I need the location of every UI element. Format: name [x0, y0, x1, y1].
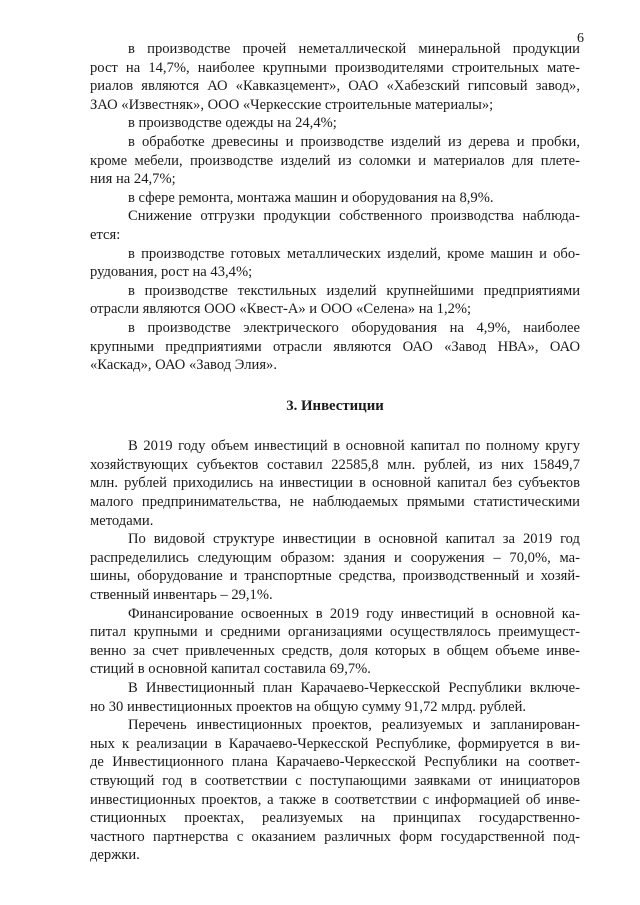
- text-line: «Каскад», ОАО «Завод Элия».: [90, 357, 277, 374]
- paragraph-repair: [90, 189, 580, 208]
- text-line: В 2019 году объем инвестиций в основной капитал по полному кругу: [128, 438, 580, 455]
- text-line: хозяйствующих субъектов составил 22585,8 млн. рублей, из них 15849,7: [90, 456, 580, 473]
- text-line: венно за счет привлеченных средств, доля которых в общем объеме инве-: [90, 642, 580, 659]
- text-line: Снижение отгрузки продукции собственного производства наблюда-: [128, 208, 580, 225]
- text-line: стиционных проектах, реализуемых на принципах государственно-: [90, 810, 580, 827]
- paragraph-metal: [90, 245, 580, 282]
- text-line: ных к реализации в Карачаево-Черкесской Республике, формируется в ви-: [90, 735, 580, 752]
- text-line: малого предпринимательства, не наблюдаемых прямыми статистическими: [90, 494, 580, 511]
- paragraph-wood: [90, 133, 580, 189]
- text-line: кроме мебели, производстве изделий из соломки и материалов для плете-: [90, 152, 580, 169]
- text-line: крупными предприятиями отрасли являются ОАО «Завод НВА», ОАО: [90, 338, 580, 355]
- paragraph-financing: [90, 605, 580, 679]
- text-line: рудования, рост на 43,4%;: [90, 264, 253, 281]
- text-line: Перечень инвестиционных проектов, реализуемых и запланирован-: [128, 717, 580, 734]
- body-text: [90, 40, 580, 865]
- text-line: частного партнерства с оказанием различных форм государственной под-: [90, 828, 580, 845]
- text-line: Финансирование освоенных в 2019 году инвестиций в основной ка-: [128, 605, 580, 622]
- text-line: риалов являются АО «Кавказцемент», ОАО «Хабезский гипсовый завод»,: [90, 78, 580, 95]
- text-line: стиций в основной капитал составила 69,7%.: [90, 661, 371, 678]
- text-line: но 30 инвестиционных проектов на общую сумму 91,72 млрд. рублей.: [90, 698, 527, 715]
- text-line: млн. рублей приходились на инвестиции в основной капитал без субъектов: [90, 475, 580, 492]
- paragraph-clothing: [90, 114, 580, 133]
- paragraph-investment-plan: [90, 679, 580, 716]
- text-line: рост на 14,7%, наиболее крупными производителями строительных мате-: [90, 59, 580, 76]
- text-line: инвестиционных проектов, а также в соответствии с информацией об инве-: [90, 791, 580, 808]
- text-line: ствующий год в соответствии с поступающими заявками от инициаторов: [90, 772, 580, 789]
- text-line: методами.: [90, 512, 154, 529]
- text-line: в производстве готовых металлических изделий, кроме машин и обо-: [128, 245, 580, 262]
- text-line: ственный инвентарь – 29,1%.: [90, 587, 273, 604]
- paragraph-investment-structure: [90, 530, 580, 604]
- text-line: шины, оборудование и транспортные средства, производственный и хозяй-: [90, 568, 580, 585]
- text-line: В Инвестиционный план Карачаево-Черкесской Республики включе-: [128, 680, 580, 696]
- text-line: отрасли являются ООО «Квест-А» и ООО «Селена» на 1,2%;: [90, 301, 472, 318]
- paragraph-investment-volume: [90, 437, 580, 530]
- page-number: 6: [577, 31, 584, 46]
- text-line: питал крупными и средними организациями осуществлялось преимущест-: [90, 624, 580, 641]
- text-line: По видовой структуре инвестиции в основной капитал за 2019 год: [128, 531, 580, 548]
- paragraph-textile: [90, 282, 580, 319]
- text-line: ния на 24,7%;: [90, 171, 176, 188]
- text-line: де Инвестиционного плана Карачаево-Черкесской Республики на соответ-: [90, 754, 580, 771]
- paragraph-project-list: [90, 716, 580, 865]
- text-line: в сфере ремонта, монтажа машин и оборудования на 8,9%.: [128, 189, 494, 206]
- text-line: в производстве прочей неметаллической минеральной продукции: [128, 41, 580, 57]
- paragraph-electrical: [90, 319, 580, 375]
- text-line: в обработке древесины и производстве изделий из дерева и пробки,: [128, 133, 580, 150]
- text-line: распределились следующим образом: здания и сооружения – 70,0%, ма-: [90, 549, 580, 566]
- text-line: в производстве текстильных изделий крупнейшими предприятиями: [128, 282, 580, 299]
- text-line: в производстве одежды на 24,4%;: [128, 115, 337, 132]
- paragraph-decline: [90, 207, 580, 244]
- section-heading: 3. Инвестиции: [286, 397, 384, 414]
- paragraph-nonmetallic: [90, 40, 580, 114]
- text-line: ется:: [90, 226, 121, 243]
- text-line: держки.: [90, 847, 140, 864]
- text-line: в производстве электрического оборудования на 4,9%, наиболее: [128, 319, 580, 336]
- text-line: ЗАО «Известняк», ООО «Черкесские строительные материалы»;: [90, 96, 494, 113]
